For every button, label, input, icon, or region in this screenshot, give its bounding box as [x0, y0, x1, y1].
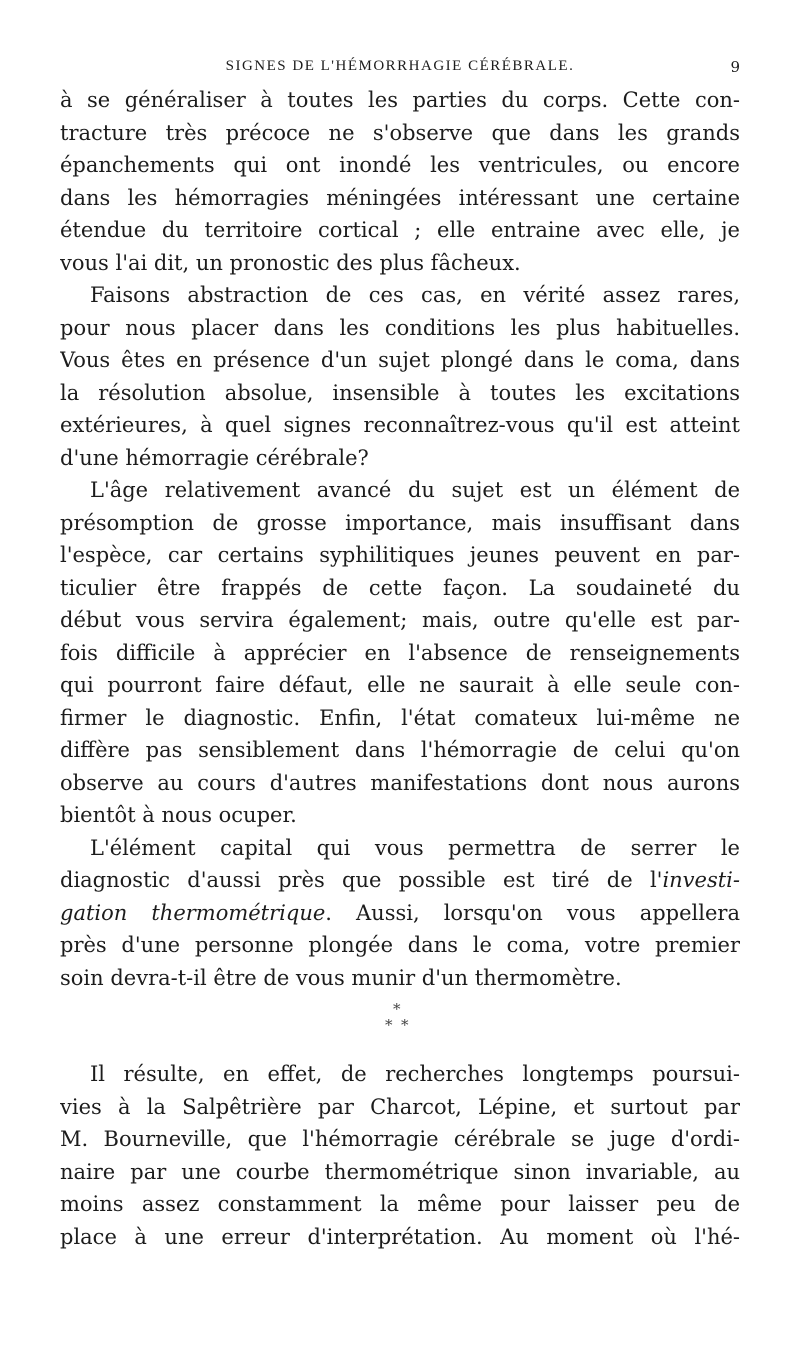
text-segment: l': [649, 868, 663, 892]
text-line: dans les hémorragies méningées intéressant une certaine: [60, 185, 740, 210]
text-line: L'élément capital qui vous permettra de serrer le: [90, 835, 740, 860]
paragraph-4: [60, 832, 740, 995]
text-line: à se généraliser à toutes les parties du corps. Cette con-: [60, 88, 740, 112]
text-line: pour nous placer dans les conditions les plus habituelles.: [60, 315, 740, 340]
text-line: firmer le diagnostic. Enfin, l'état comateux lui-même ne: [60, 705, 740, 730]
text-line: près d'une personne plongée dans le coma, votre premier: [60, 933, 740, 957]
text-line: vies à la Salpêtrière par Charcot, Lépine, et surtout par: [60, 1094, 740, 1119]
text-line: Vous êtes en présence d'un sujet plongé dans le coma, dans: [60, 348, 740, 372]
paragraph-3: [60, 474, 740, 832]
body-text: [60, 84, 740, 1253]
text-line: L'âge relativement avancé du sujet est un élément de: [90, 478, 740, 502]
text-line: la résolution absolue, insensible à toutes les excitations: [60, 380, 740, 405]
asterism-separator: [60, 994, 740, 1058]
text-line: vous l'ai dit, un pronostic des plus fâcheux.: [60, 250, 521, 275]
text-line: [60, 897, 740, 930]
paragraph-5: [60, 1058, 740, 1253]
text-line: début vous servira également; mais, outre qu'elle est par-: [60, 608, 740, 632]
text-segment: diagnostic d'aussi près que possible est tiré de: [60, 868, 650, 892]
italic-term: gation thermométrique: [60, 900, 326, 925]
text-line: moins assez constamment la même pour laisser peu de: [60, 1192, 740, 1216]
text-line: d'une hémorragie cérébrale?: [60, 445, 369, 470]
text-line: M. Bourneville, que l'hémorragie cérébrale se juge d'ordi-: [60, 1127, 740, 1151]
asterisk-ornament: *: [393, 1000, 401, 1018]
running-header: [60, 58, 740, 82]
text-line: place à une erreur d'interprétation. Au moment où l'hé-: [60, 1224, 740, 1249]
text-segment: . Aussi, lorsqu'on vous appellera: [325, 900, 740, 925]
running-title: SIGNES DE L'HÉMORRHAGIE CÉRÉBRALE.: [225, 58, 575, 74]
italic-term: investi-: [662, 868, 740, 892]
text-line: étendue du territoire cortical ; elle entraine avec elle, je: [60, 218, 740, 242]
text-line: qui pourront faire défaut, elle ne saurait à elle seule con-: [60, 673, 740, 697]
text-line: ticulier être frappés de cette façon. La soudaineté du: [60, 575, 740, 600]
paragraph-2: [60, 279, 740, 474]
asterisk-ornament: *: [401, 1016, 409, 1034]
text-line: soin devra-t-il être de vous munir d'un thermomètre.: [60, 965, 622, 990]
text-line: Faisons abstraction de ces cas, en vérité assez rares,: [90, 283, 740, 307]
text-line: bientôt à nous ocuper.: [60, 803, 297, 827]
asterisk-ornament: *: [385, 1016, 393, 1034]
text-line: naire par une courbe thermométrique sinon invariable, au: [60, 1159, 740, 1184]
text-line: épanchements qui ont inondé les ventricules, ou encore: [60, 153, 740, 177]
text-line: [60, 864, 740, 897]
text-line: l'espèce, car certains syphilitiques jeunes peuvent en par-: [60, 543, 740, 567]
text-line: diffère pas sensiblement dans l'hémorragie de celui qu'on: [60, 738, 740, 762]
paragraph-1: [60, 84, 740, 279]
text-line: tracture très précoce ne s'observe que dans les grands: [60, 120, 740, 145]
text-line: observe au cours d'autres manifestations dont nous aurons: [60, 770, 740, 795]
text-line: fois difficile à apprécier en l'absence de renseignements: [60, 640, 740, 665]
page-number: 9: [730, 58, 740, 76]
text-line: extérieures, à quel signes reconnaîtrez-vous qu'il est atteint: [60, 413, 740, 437]
text-line: présomption de grosse importance, mais insuffisant dans: [60, 510, 740, 535]
text-line: Il résulte, en effet, de recherches longtemps poursui-: [90, 1062, 740, 1086]
